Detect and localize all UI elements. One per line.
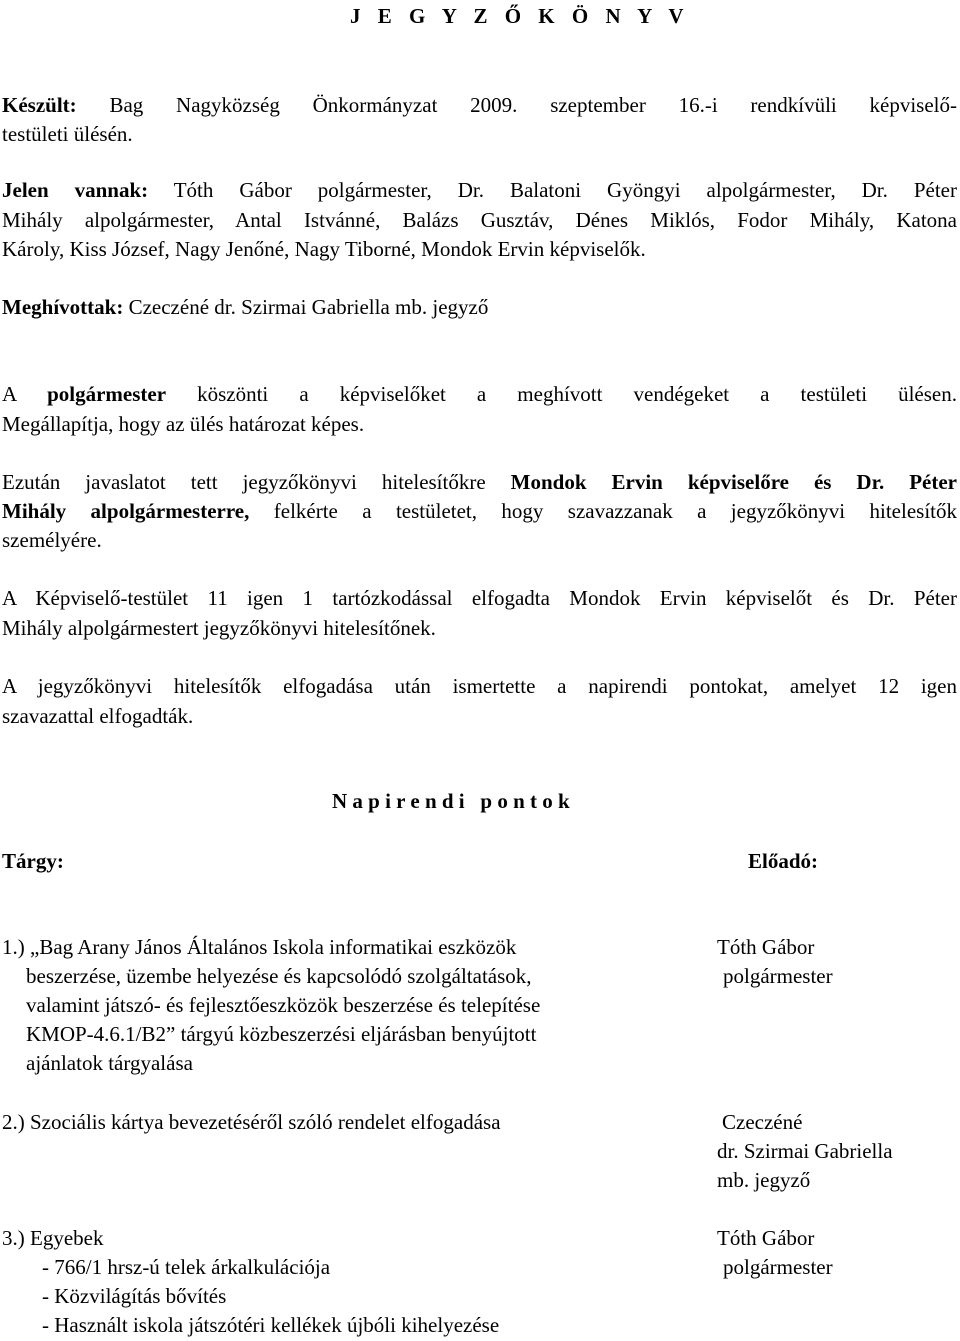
jelen-line-1 — [2, 180, 957, 201]
keszult-line-2: testületi ülésén. — [2, 122, 133, 146]
jelen-line-2: Mihály alpolgármester, Antal Istvánné, Balázs Gusztáv, Dénes Miklós, Fodor Mihály, Katona — [2, 208, 957, 232]
p3-line-2: Mihály alpolgármestert jegyzőkönyvi hitelesítőnek. — [2, 616, 436, 640]
p1-bold: polgármester — [47, 382, 167, 406]
item-1-line-5: ajánlatok tárgyalása — [26, 1051, 193, 1075]
p4-line-2: szavazattal elfogadták. — [2, 704, 194, 728]
item-3-line-1: 3.) Egyebek — [2, 1226, 104, 1250]
targy-label: Tárgy: — [2, 849, 64, 873]
item-2-presenter-2: dr. Szirmai Gabriella — [717, 1139, 893, 1163]
item-2-line-1: 2.) Szociális kártya bevezetéséről szóló rendelet elfogadása — [2, 1110, 501, 1134]
item-3-line-4: - Használt iskola játszótéri kellékek újbóli kihelyezése — [42, 1313, 500, 1337]
p1-line-1 — [2, 384, 957, 405]
item-1-line-4: KMOP-4.6.1/B2” tárgyú közbeszerzési eljárásban benyújtott — [26, 1022, 537, 1046]
item-1-presenter-2: polgármester — [723, 964, 833, 988]
p2-line-2-normal: felkérte a testületet, hogy szavazzanak a jegyzőkönyvi hitelesítők — [273, 499, 957, 523]
p1-line-2: Megállapítja, hogy az ülés határozat képes. — [2, 412, 365, 436]
eloado-label: Előadó: — [748, 849, 819, 873]
item-1-line-2: beszerzése, üzembe helyezése és kapcsolódó szolgáltatások, — [26, 964, 532, 988]
meghivottak-label: Meghívottak: — [2, 295, 124, 319]
meghivottak-line — [2, 297, 488, 318]
p1-rest: köszönti a képviselőket a meghívott vendégeket a testületi ülésen. — [197, 382, 957, 406]
meghivottak-text: Czeczéné dr. Szirmai Gabriella mb. jegyző — [128, 295, 489, 319]
napirend-title: N a p i r e n d i p o n t o k — [332, 789, 570, 813]
keszult-line-1 — [2, 95, 957, 116]
item-1-presenter-1: Tóth Gábor — [717, 935, 815, 959]
jelen-text: Tóth Gábor polgármester, Dr. Balatoni Gyöngyi alpolgármester, Dr. Péter — [173, 178, 957, 202]
p4-line-1: A jegyzőkönyvi hitelesítők elfogadása után ismertette a napirendi pontokat, amelyet 12 igen — [2, 674, 957, 698]
p2-line-2 — [2, 501, 957, 522]
item-3-line-2: - 766/1 hrsz-ú telek árkalkulációja — [42, 1255, 331, 1279]
p2-line-1-normal: Ezután javaslatot tett jegyzőkönyvi hitelesítőkre — [2, 470, 486, 494]
p2-line-2-bold: Mihály alpolgármesterre, — [2, 499, 250, 523]
item-2-presenter-3: mb. jegyző — [717, 1168, 811, 1192]
p2-line-1 — [2, 472, 957, 493]
item-2-presenter-1: Czeczéné — [722, 1110, 803, 1134]
p3-line-1: A Képviselő-testület 11 igen 1 tartózkodással elfogadta Mondok Ervin képviselőt és Dr. Péter — [2, 586, 957, 610]
p2-line-1-bold: Mondok Ervin képviselőre és Dr. Péter — [510, 470, 958, 494]
keszult-label: Készült: — [2, 93, 77, 117]
document-title: J E G Y Z Ő K Ö N Y V — [350, 4, 690, 28]
item-3-presenter-1: Tóth Gábor — [717, 1226, 815, 1250]
item-1-line-3: valamint játszó- és fejlesztőeszközök beszerzése és telepítése — [26, 993, 541, 1017]
p2-line-3: személyére. — [2, 528, 102, 552]
keszult-text: Bag Nagyközség Önkormányzat 2009. szeptember 16.-i rendkívüli képviselő- — [109, 93, 957, 117]
item-3-presenter-2: polgármester — [723, 1255, 833, 1279]
item-1-line-1: 1.) „Bag Arany János Általános Iskola informatikai eszközök — [2, 935, 517, 959]
item-3-line-3: - Közvilágítás bővítés — [42, 1284, 227, 1308]
jelen-label: Jelen vannak: — [2, 178, 149, 202]
jelen-line-3: Károly, Kiss József, Nagy Jenőné, Nagy Tiborné, Mondok Ervin képviselők. — [2, 237, 646, 261]
p1-pre: A — [2, 382, 17, 406]
